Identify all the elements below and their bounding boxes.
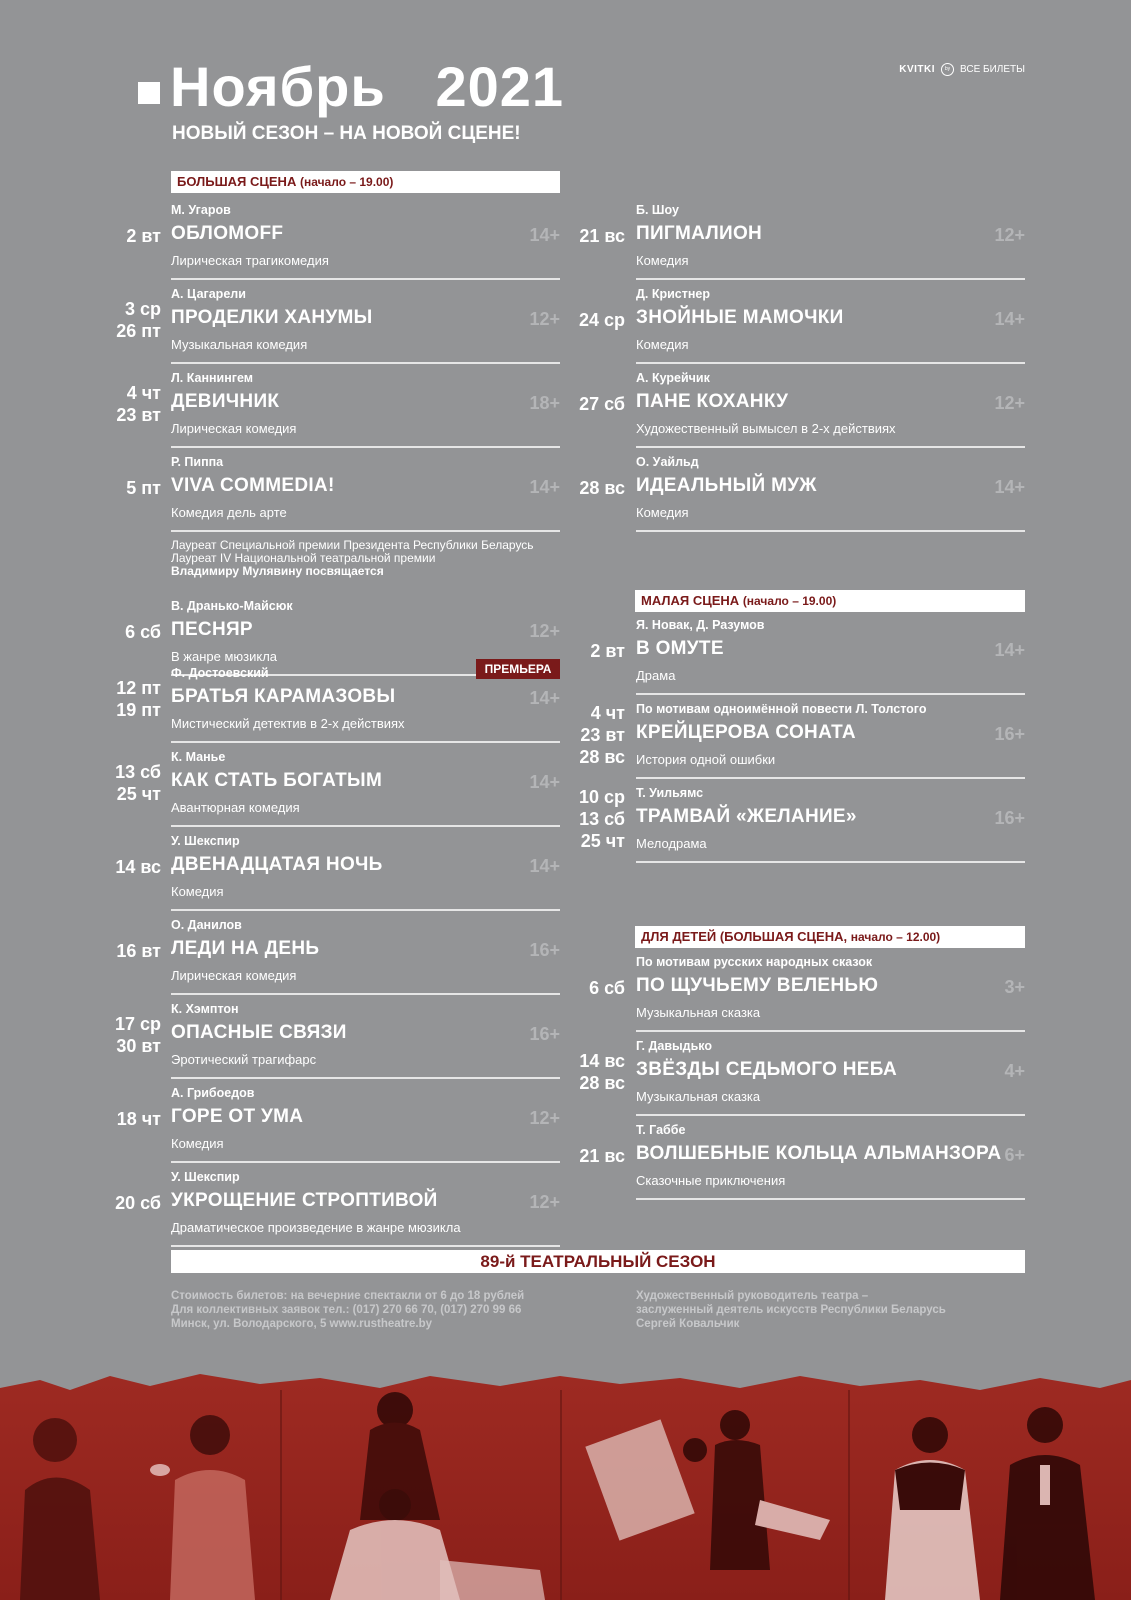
- small-stage-header: МАЛАЯ СЦЕНА (начало – 19.00): [635, 590, 1025, 612]
- show-genre: Драматическое произведение в жанре мюзикла: [171, 1220, 461, 1235]
- show-entry[interactable]: [171, 834, 560, 914]
- show-author: По мотивам русских народных сказок: [636, 955, 873, 969]
- logo-text: KVITKI: [899, 64, 936, 75]
- show-genre: Комедия: [171, 884, 224, 899]
- show-author: Ф. Достоевский: [171, 666, 269, 680]
- show-date: 14 вс: [115, 857, 161, 877]
- laureate-line: Владимиру Мулявину посвящается: [171, 564, 384, 578]
- footer-line: Стоимость билетов: на вечерние спектакли от 6 до 18 рублей: [171, 1290, 525, 1302]
- footer-line: Сергей Ковальчик: [636, 1318, 740, 1330]
- show-entry[interactable]: [636, 1039, 1025, 1119]
- show-title: ОПАСНЫЕ СВЯЗИ: [171, 1022, 347, 1043]
- show-entry[interactable]: [636, 1123, 1025, 1203]
- age-rating: 4+: [1004, 1061, 1025, 1081]
- footer-director: [636, 1289, 946, 1331]
- show-date: 18 чт: [116, 1109, 161, 1129]
- show-title: ВОЛШЕБНЫЕ КОЛЬЦА АЛЬМАНЗОРА: [636, 1143, 1002, 1164]
- age-rating: 14+: [994, 309, 1025, 329]
- age-rating: 12+: [529, 1108, 560, 1128]
- show-dates: [116, 940, 161, 962]
- show-date: 24 ср: [578, 310, 625, 330]
- show-date: 23 вт: [116, 405, 161, 425]
- bullet-square: [138, 82, 160, 104]
- divider: [636, 1030, 1025, 1032]
- show-dates: [116, 677, 161, 721]
- divider: [636, 693, 1025, 695]
- show-entry[interactable]: [636, 287, 1025, 367]
- show-title: ДВЕНАДЦАТАЯ НОЧЬ: [171, 854, 383, 875]
- show-genre: Мистический детектив в 2-х действиях: [171, 716, 405, 731]
- show-date: 25 чт: [580, 831, 625, 851]
- show-genre: Комедия: [636, 505, 689, 520]
- show-date: 27 сб: [579, 394, 625, 414]
- show-dates: [116, 298, 161, 342]
- show-author: У. Шекспир: [171, 834, 240, 848]
- premiere-badge: ПРЕМЬЕРА: [476, 659, 560, 679]
- show-author: Г. Давыдько: [636, 1039, 713, 1053]
- show-date: 13 сб: [579, 809, 625, 829]
- age-rating: 14+: [529, 225, 560, 245]
- show-date: 30 вт: [116, 1036, 161, 1056]
- show-entry[interactable]: [636, 702, 1025, 782]
- age-rating: 14+: [994, 640, 1025, 660]
- show-date: 3 ср: [124, 299, 161, 319]
- show-author: М. Угаров: [171, 203, 231, 217]
- show-entry[interactable]: [636, 455, 1025, 535]
- show-dates: [126, 225, 161, 247]
- age-rating: 16+: [529, 1024, 560, 1044]
- show-title: ЛЕДИ НА ДЕНЬ: [171, 938, 320, 959]
- show-date: 14 вс: [579, 1051, 625, 1071]
- show-author: Я. Новак, Д. Разумов: [636, 618, 765, 632]
- show-title: ПАНЕ КОХАНКУ: [636, 391, 789, 412]
- show-genre: Комедия: [636, 253, 689, 268]
- divider: [171, 825, 560, 827]
- show-author: К. Манье: [171, 750, 226, 764]
- show-date: 21 вс: [579, 1146, 625, 1166]
- show-genre: Лирическая комедия: [171, 421, 297, 436]
- show-entry[interactable]: [171, 455, 560, 535]
- show-dates: [589, 977, 625, 999]
- divider: [171, 362, 560, 364]
- show-title: КАК СТАТЬ БОГАТЫМ: [171, 770, 383, 791]
- show-dates: [579, 393, 625, 415]
- show-genre: Драма: [636, 668, 676, 683]
- footer-line: Минск, ул. Володарского, 5 www.rustheatre.by: [171, 1318, 432, 1330]
- show-date: 4 чт: [126, 383, 161, 403]
- show-dates: [125, 621, 161, 643]
- show-title: КРЕЙЦЕРОВА СОНАТА: [636, 722, 856, 743]
- show-author: А. Курейчик: [636, 371, 710, 385]
- show-date: 19 пт: [116, 700, 161, 720]
- show-dates: [590, 640, 625, 662]
- show-date: 13 сб: [115, 762, 161, 782]
- show-title: ПО ЩУЧЬЕМУ ВЕЛЕНЬЮ: [636, 975, 879, 996]
- age-rating: 14+: [529, 477, 560, 497]
- show-dates: [579, 786, 625, 852]
- show-genre: Авантюрная комедия: [171, 800, 300, 815]
- divider: [171, 1245, 560, 1247]
- age-rating: 12+: [994, 393, 1025, 413]
- show-author: Т. Габбе: [636, 1123, 686, 1137]
- show-date: 5 пт: [126, 478, 161, 498]
- show-author: Р. Пиппа: [171, 455, 224, 469]
- show-entry[interactable]: [171, 287, 560, 367]
- divider: [171, 1161, 560, 1163]
- age-rating: 14+: [529, 856, 560, 876]
- show-date: 23 вт: [580, 725, 625, 745]
- show-genre: Комедия: [171, 1136, 224, 1151]
- show-genre: Сказочные приключения: [636, 1173, 786, 1188]
- age-rating: 12+: [529, 1192, 560, 1212]
- show-entry[interactable]: [636, 371, 1025, 451]
- age-rating: 12+: [529, 621, 560, 641]
- show-author: Т. Уильямс: [636, 786, 704, 800]
- show-author: О. Уайльд: [636, 455, 699, 469]
- show-dates: [579, 702, 625, 768]
- divider: [636, 1198, 1025, 1200]
- show-author: По мотивам одноимённой повести Л. Толстого: [636, 702, 927, 716]
- show-author: А. Грибоедов: [171, 1086, 255, 1100]
- show-title: ТРАМВАЙ «ЖЕЛАНИЕ»: [636, 806, 857, 827]
- divider: [171, 909, 560, 911]
- age-rating: 16+: [994, 724, 1025, 744]
- show-genre: Художественный вымысел в 2-х действиях: [636, 421, 896, 436]
- divider: [636, 1114, 1025, 1116]
- divider: [171, 446, 560, 448]
- show-author: Б. Шоу: [636, 203, 679, 217]
- show-author: А. Цагарели: [171, 287, 246, 301]
- page-subtitle: НОВЫЙ СЕЗОН – НА НОВОЙ СЦЕНЕ!: [172, 123, 521, 144]
- footer-line: Художественный руководитель театра –: [636, 1290, 869, 1302]
- age-rating: 12+: [994, 225, 1025, 245]
- age-rating: 3+: [1004, 977, 1025, 997]
- show-date: 28 вс: [579, 747, 625, 767]
- show-entry[interactable]: [636, 955, 1025, 1035]
- age-rating: 14+: [529, 688, 560, 708]
- show-entry[interactable]: [171, 1170, 560, 1250]
- show-date: 6 сб: [589, 978, 625, 998]
- divider: [171, 741, 560, 743]
- page-title: Ноябрь 2021: [170, 55, 565, 118]
- show-title: ДЕВИЧНИК: [171, 391, 280, 412]
- divider: [636, 362, 1025, 364]
- show-author: В. Дранько-Майсюк: [171, 599, 293, 613]
- show-genre: Музыкальная сказка: [636, 1005, 761, 1020]
- footer-info: [171, 1289, 524, 1331]
- age-rating: 16+: [529, 940, 560, 960]
- show-title: ЗВЁЗДЫ СЕДЬМОГО НЕБА: [636, 1059, 897, 1080]
- show-date: 4 чт: [590, 703, 625, 723]
- show-author: У. Шекспир: [171, 1170, 240, 1184]
- show-title: ПИГМАЛИОН: [636, 223, 763, 244]
- season-banner: 89-й ТЕАТРАЛЬНЫЙ СЕЗОН: [171, 1250, 1025, 1273]
- show-entry[interactable]: [636, 618, 1025, 698]
- kids-header: ДЛЯ ДЕТЕЙ (БОЛЬШАЯ СЦЕНА, начало – 12.00): [635, 926, 1025, 948]
- show-dates: [126, 477, 161, 499]
- show-dates: [579, 477, 625, 499]
- show-entry[interactable]: [636, 203, 1025, 283]
- show-title: ИДЕАЛЬНЫЙ МУЖ: [636, 475, 817, 496]
- show-title: ЗНОЙНЫЕ МАМОЧКИ: [636, 307, 844, 328]
- footer-line: заслуженный деятель искусств Республики Беларусь: [636, 1304, 946, 1316]
- show-dates: [115, 856, 161, 878]
- show-genre: Мелодрама: [636, 836, 707, 851]
- divider: [171, 1077, 560, 1079]
- show-title: УКРОЩЕНИЕ СТРОПТИВОЙ: [171, 1190, 438, 1211]
- show-date: 20 сб: [115, 1193, 161, 1213]
- show-entry[interactable]: [171, 918, 560, 998]
- laureate-line: Лауреат IV Национальной театральной премии: [171, 551, 436, 565]
- show-date: 10 ср: [578, 787, 625, 807]
- show-genre: Комедия дель арте: [171, 505, 287, 520]
- show-title: ПЕСНЯР: [171, 619, 253, 640]
- kvitki-logo[interactable]: [899, 63, 1025, 76]
- divider: [636, 530, 1025, 532]
- show-title: ГОРЕ ОТ УМА: [171, 1106, 304, 1127]
- divider: [171, 530, 560, 532]
- show-date: 26 пт: [116, 321, 161, 341]
- show-genre: Эротический трагифарс: [171, 1052, 317, 1067]
- show-genre: Музыкальная комедия: [171, 337, 308, 352]
- logo-tagline: ВСЕ БИЛЕТЫ: [960, 64, 1025, 75]
- show-author: К. Хэмптон: [171, 1002, 239, 1016]
- show-date: 2 вт: [590, 641, 625, 661]
- show-dates: [579, 1145, 625, 1167]
- show-author: Д. Кристнер: [636, 287, 711, 301]
- show-date: 17 ср: [114, 1014, 161, 1034]
- show-entry[interactable]: [171, 1086, 560, 1166]
- show-dates: [579, 309, 625, 331]
- show-entry[interactable]: [171, 203, 560, 283]
- show-dates: [579, 1050, 625, 1094]
- show-date: 21 вс: [579, 226, 625, 246]
- show-date: 16 вт: [116, 941, 161, 961]
- laureate-note: [171, 539, 534, 578]
- show-dates: [115, 761, 161, 805]
- divider: [171, 993, 560, 995]
- show-entry[interactable]: [171, 1002, 560, 1082]
- show-genre: Лирическая трагикомедия: [171, 253, 329, 268]
- show-date: 6 сб: [125, 622, 161, 642]
- divider: [636, 446, 1025, 448]
- show-dates: [117, 1108, 161, 1130]
- show-title: ПРОДЕЛКИ ХАНУМЫ: [171, 307, 373, 328]
- show-genre: Лирическая комедия: [171, 968, 297, 983]
- age-rating: 12+: [529, 309, 560, 329]
- show-genre: Комедия: [636, 337, 689, 352]
- age-rating: 16+: [994, 808, 1025, 828]
- footer-line: Для коллективных заявок тел.: (017) 270 66 70, (017) 270 99 66: [171, 1304, 522, 1316]
- show-dates: [115, 1192, 161, 1214]
- production-photos-strip: [0, 1370, 1131, 1600]
- show-entry[interactable]: [171, 750, 560, 830]
- show-author: Л. Каннингем: [171, 371, 254, 385]
- laureate-line: Лауреат Специальной премии Президента Республики Беларусь: [171, 538, 534, 552]
- show-date: 28 вс: [579, 1073, 625, 1093]
- logo-by-icon: by: [941, 63, 954, 76]
- divider: [636, 777, 1025, 779]
- show-dates: [115, 1013, 161, 1057]
- show-title: БРАТЬЯ КАРАМАЗОВЫ: [171, 686, 396, 707]
- show-date: 12 пт: [116, 678, 161, 698]
- show-entry[interactable]: [171, 371, 560, 451]
- big-stage-header: БОЛЬШАЯ СЦЕНА (начало – 19.00): [171, 171, 560, 193]
- show-entry[interactable]: [636, 786, 1025, 866]
- divider: [636, 861, 1025, 863]
- show-date: 25 чт: [116, 784, 161, 804]
- show-date: 28 вс: [579, 478, 625, 498]
- age-rating: 14+: [994, 477, 1025, 497]
- show-title: ОБЛОМOFF: [171, 223, 284, 244]
- age-rating: 14+: [529, 772, 560, 792]
- show-genre: История одной ошибки: [636, 752, 776, 767]
- age-rating: 18+: [529, 393, 560, 413]
- show-title: В ОМУТЕ: [636, 638, 724, 659]
- show-genre: В жанре мюзикла: [171, 649, 278, 664]
- show-genre: Музыкальная сказка: [636, 1089, 761, 1104]
- divider: [636, 278, 1025, 280]
- show-author: О. Данилов: [171, 918, 242, 932]
- show-dates: [579, 225, 625, 247]
- show-title: VIVA COMMEDIA!: [171, 475, 335, 496]
- divider: [171, 278, 560, 280]
- show-date: 2 вт: [126, 226, 161, 246]
- show-dates: [116, 382, 161, 426]
- age-rating: 6+: [1004, 1145, 1025, 1165]
